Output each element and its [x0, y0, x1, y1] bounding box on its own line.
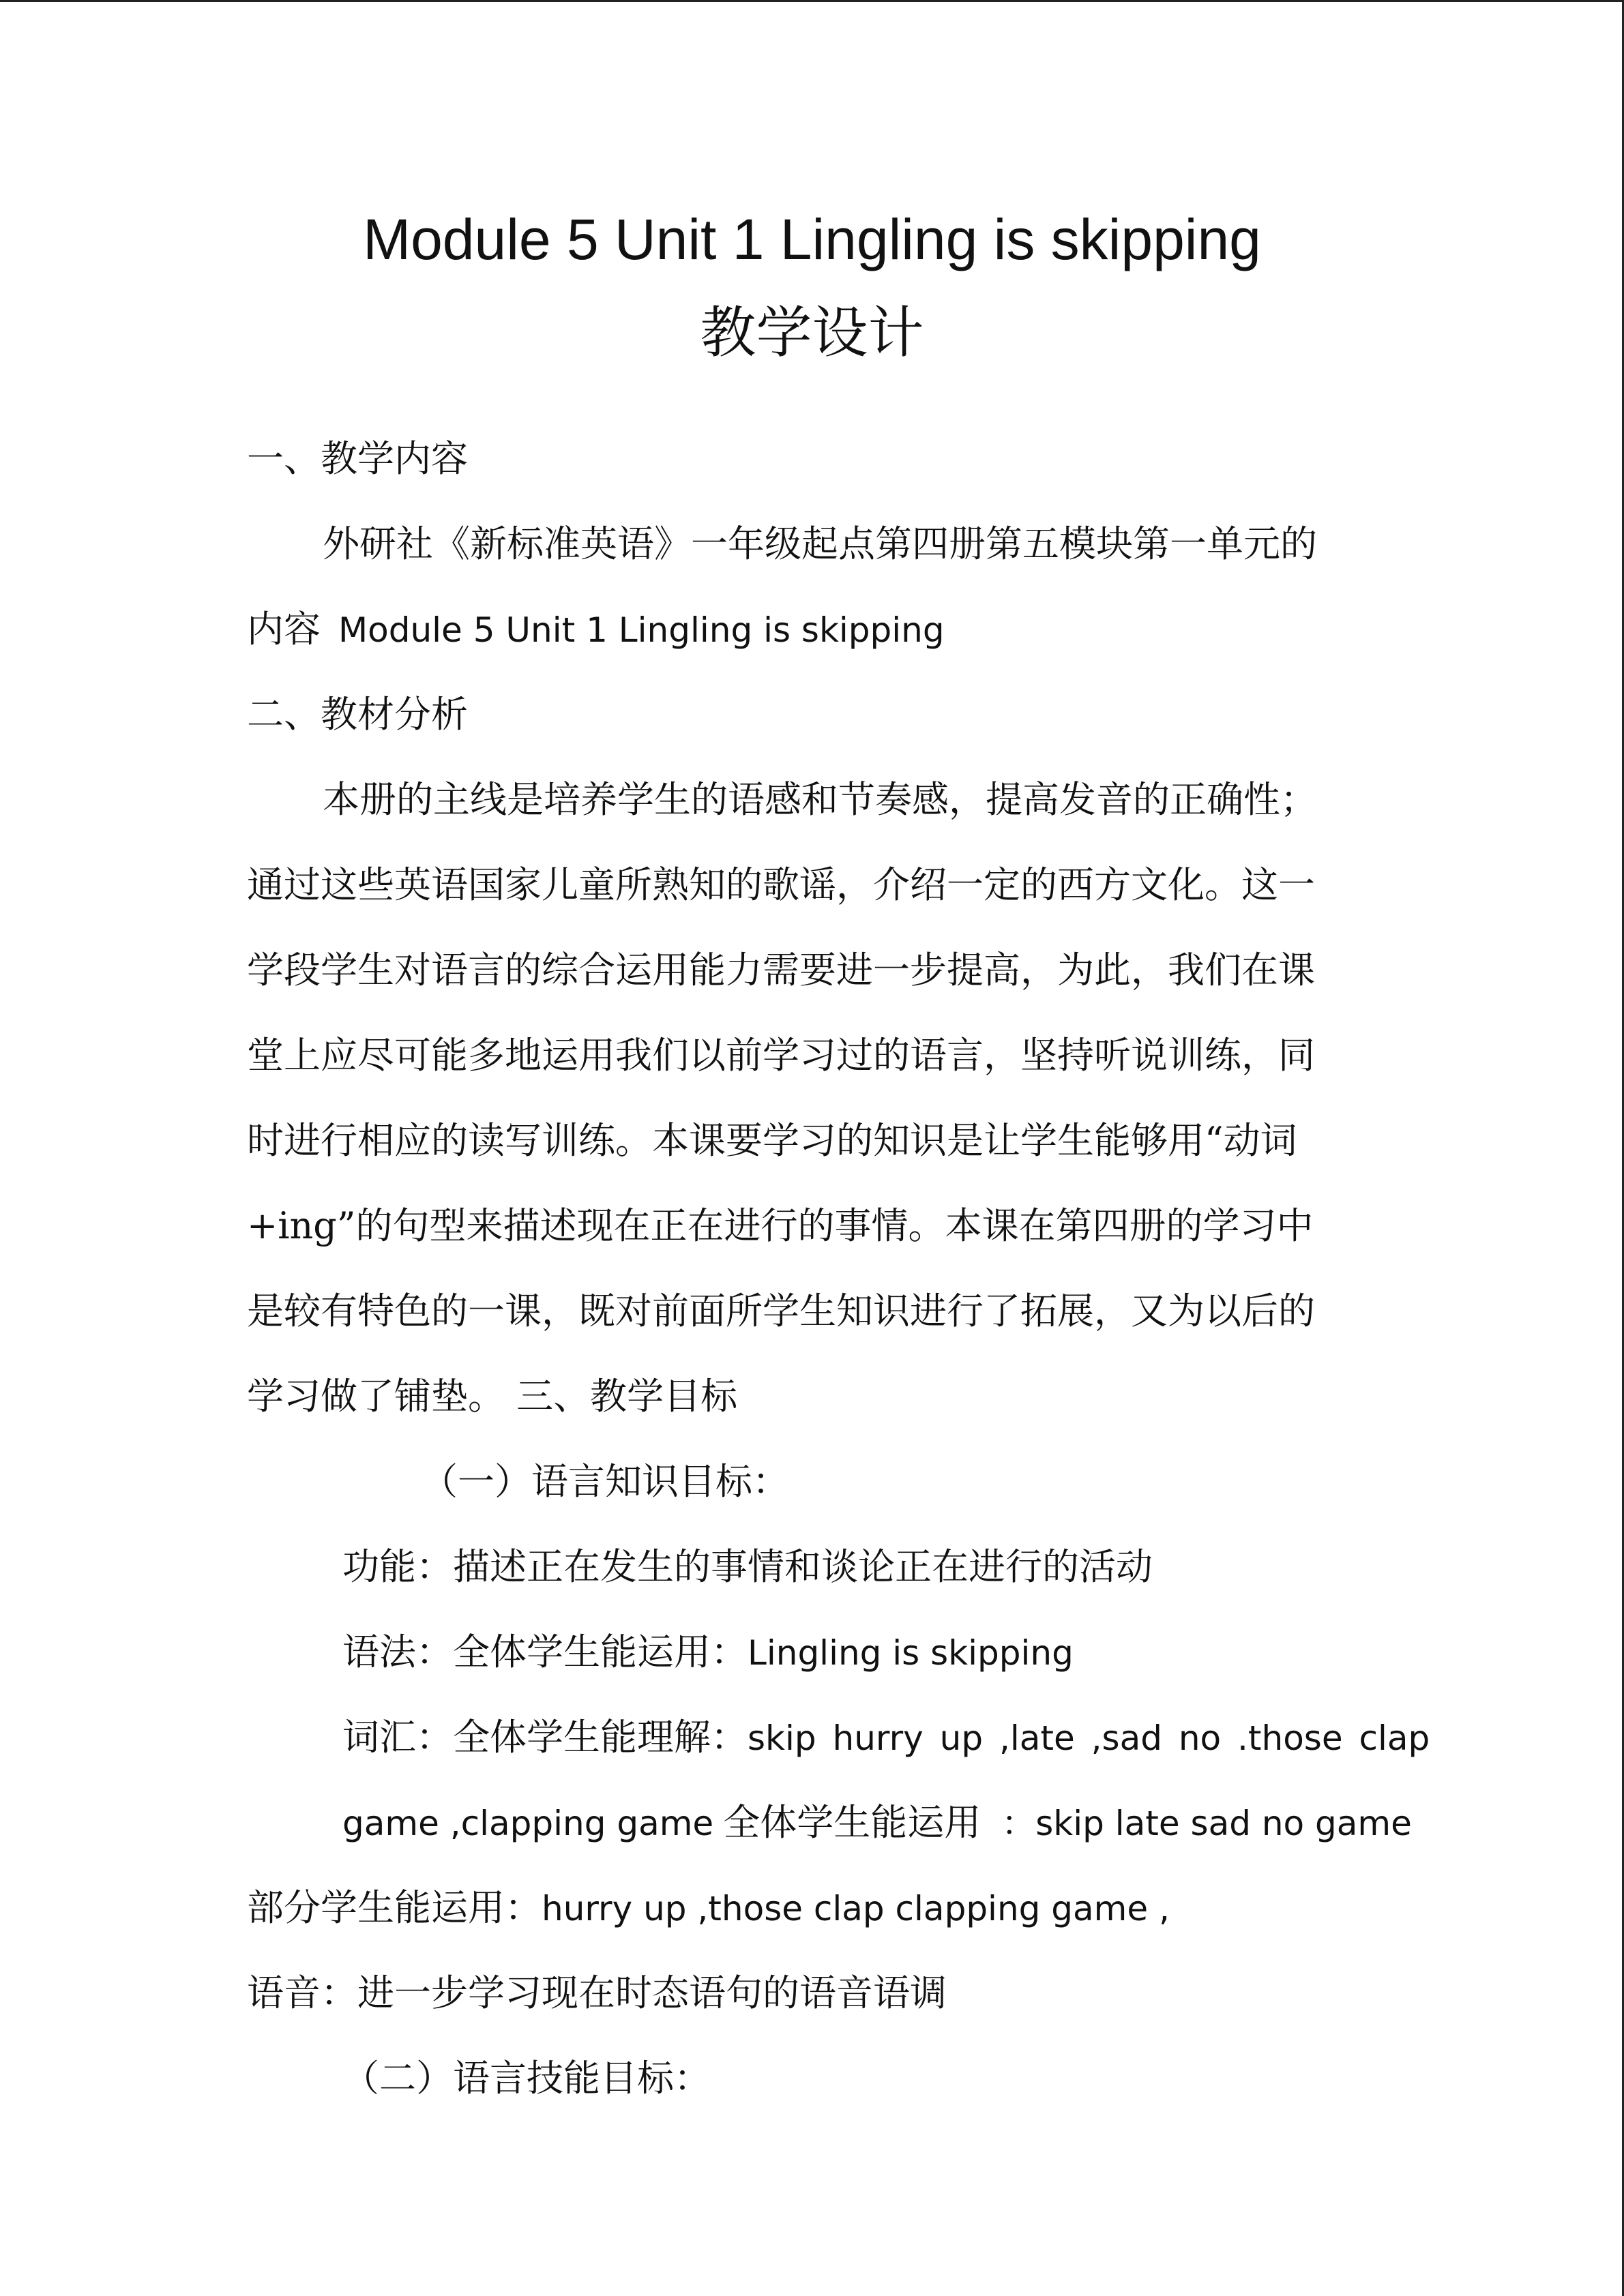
inline-text-cn: 内容	[247, 608, 321, 651]
inline-text-cn: 全体学生能运用	[723, 1801, 981, 1844]
goal-function: 功能：描述正在发生的事情和谈论正在进行的活动	[342, 1545, 1153, 1588]
paragraph-line: +ing”的句型来描述现在正在进行的事情。本课在第四册的学习中	[247, 1204, 1314, 1247]
subsection-heading-skills: （二）语言技能目标：	[342, 2057, 711, 2100]
paragraph-line: 学习做了铺垫。 三、教学目标	[247, 1375, 738, 1418]
inline-text-en: ：skip late sad no game	[1001, 1804, 1412, 1843]
goal-grammar	[342, 1623, 1074, 1675]
section-heading-analysis: 二、教材分析	[247, 693, 468, 736]
goal-vocabulary-continued	[342, 1793, 1412, 1846]
inline-text-en: game ,clapping game	[342, 1804, 714, 1843]
paragraph-line: 学段学生对语言的综合运用能力需要进一步提高，为此，我们在课	[247, 949, 1315, 992]
inline-text-cn: 语法：全体学生能运用：	[342, 1630, 748, 1673]
paragraph-line: 外研社《新标准英语》一年级起点第四册第五模块第一单元的	[323, 522, 1317, 565]
paragraph-line: 时进行相应的读写训练。本课要学习的知识是让学生能够用“动词	[247, 1119, 1297, 1162]
paragraph-line: 堂上应尽可能多地运用我们以前学习过的语言，坚持听说训练，同	[247, 1034, 1315, 1077]
inline-text-en: Module 5 Unit 1 Lingling is skipping	[338, 610, 945, 650]
paragraph-line: 本册的主线是培养学生的语感和节奏感，提高发音的正确性；	[323, 778, 1317, 821]
paragraph-line	[247, 600, 945, 653]
document-title-cn: 教学设计	[700, 301, 924, 366]
section-heading-content: 一、教学内容	[247, 437, 468, 480]
paragraph-line: 是较有特色的一课，既对前面所学生知识进行了拓展，又为以后的	[247, 1289, 1315, 1332]
paragraph-line: 通过这些英语国家儿童所熟知的歌谣，介绍一定的西方文化。这一	[247, 863, 1315, 906]
inline-text-cn: 部分学生能运用：	[247, 1886, 542, 1929]
goal-phonetics: 语音：进一步学习现在时态语句的语音语调	[247, 1971, 947, 2014]
document-title-en: Module 5 Unit 1 Lingling is skipping	[363, 207, 1261, 271]
inline-text-en: Lingling is skipping	[748, 1633, 1074, 1673]
subsection-heading-knowledge: （一）语言知识目标：	[421, 1460, 789, 1503]
goal-partial-students	[247, 1879, 1170, 1931]
inline-text-en: skip hurry up ,late ,sad no .those clap	[748, 1718, 1430, 1758]
goal-vocabulary	[342, 1708, 1430, 1761]
inline-text-en: hurry up ,those clap clapping game ,	[542, 1889, 1170, 1928]
inline-text-cn: 词汇：全体学生能理解：	[342, 1716, 748, 1759]
